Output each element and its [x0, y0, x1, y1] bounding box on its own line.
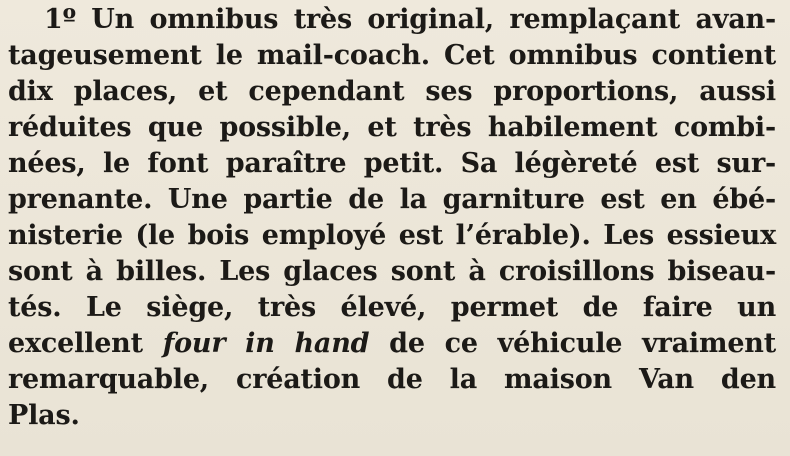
- paragraph-line-5: nées, le font paraître petit. Sa légèreté est sur-: [8, 148, 776, 179]
- paragraph-line-9: tés. Le siège, très élevé, permet de faire un: [8, 292, 776, 323]
- paragraph-line-1: 1º Un omnibus très original, remplaçant avan-: [44, 4, 776, 35]
- paragraph-line-8: sont à billes. Les glaces sont à croisillons biseau-: [8, 256, 776, 287]
- paragraph-line-11: remarquable, création de la maison Van den: [8, 364, 776, 395]
- paragraph-line-4: réduites que possible, et très habilement combi-: [8, 112, 776, 143]
- italic-phrase: four in hand: [162, 328, 370, 359]
- paragraph-line-7: nisterie (le bois employé est l’érable). Les essieux: [8, 220, 776, 251]
- line-10-end: de ce véhicule vraiment: [389, 328, 777, 359]
- line-10-start: excellent: [8, 328, 143, 359]
- paragraph-line-12: Plas.: [8, 400, 80, 431]
- paragraph-line-2: tageusement le mail-coach. Cet omnibus contient: [8, 40, 776, 71]
- paragraph-line-6: prenante. Une partie de la garniture est en ébé-: [8, 184, 776, 215]
- paragraph-line-3: dix places, et cependant ses proportions, aussi: [8, 76, 776, 107]
- paragraph-line-10: [8, 326, 776, 362]
